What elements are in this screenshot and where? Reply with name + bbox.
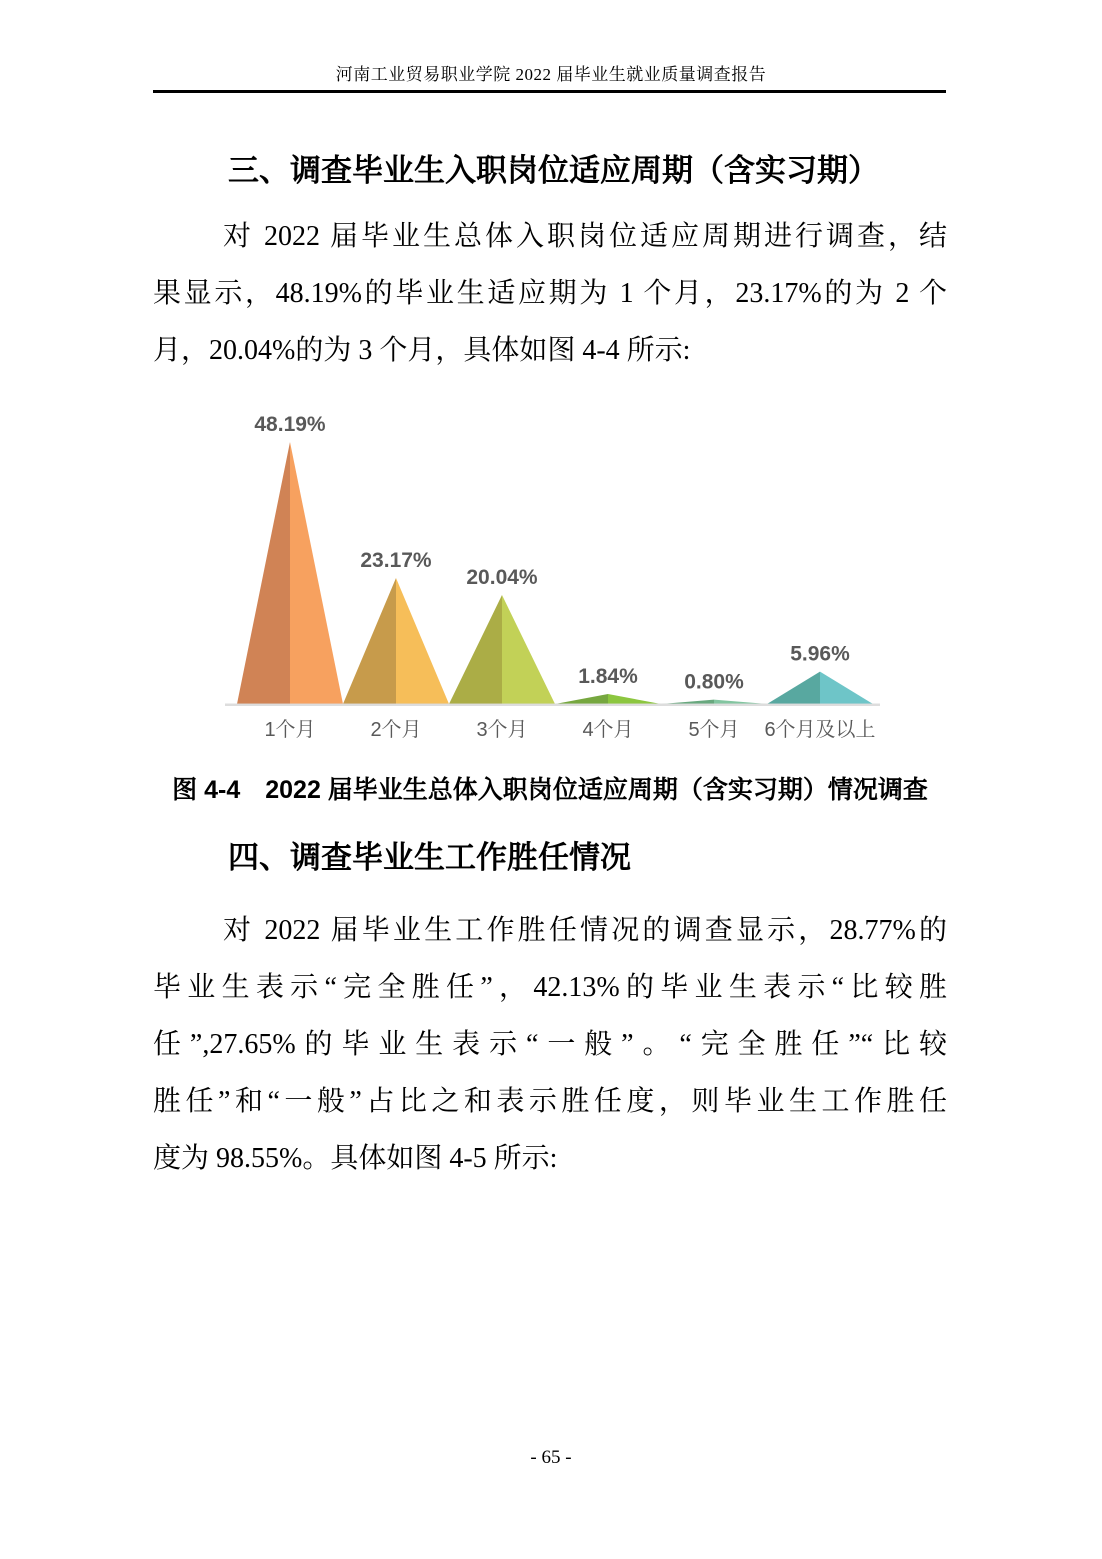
category-label: 3个月	[476, 719, 528, 741]
triangle-face	[290, 442, 343, 704]
triangle-5	[661, 700, 767, 704]
triangle-face	[820, 672, 873, 704]
value-label: 20.04%	[466, 566, 538, 590]
triangle-face	[343, 578, 396, 704]
triangle-face	[767, 672, 820, 704]
section-4-heading: 四、调查毕业生工作胜任情况	[228, 840, 631, 875]
paragraph-2-line-4: 胜任”和“一般”占比之和表示胜任度，则毕业生工作胜任	[153, 1086, 947, 1117]
triangle-face	[714, 700, 767, 704]
chart-baseline	[225, 704, 880, 707]
adaptation-period-triangle-chart	[180, 398, 890, 746]
figure-4-4-caption: 图 4-4 2022 届毕业生总体入职岗位适应周期（含实习期）情况调查	[172, 776, 928, 804]
triangle-2	[343, 578, 449, 704]
category-label: 6个月及以上	[764, 719, 876, 741]
triangle-face	[502, 595, 555, 704]
category-label: 1个月	[264, 719, 316, 741]
triangle-6	[767, 672, 873, 704]
category-label: 2个月	[370, 719, 422, 741]
triangle-1	[237, 442, 343, 704]
category-label: 4个月	[582, 719, 634, 741]
triangle-face	[555, 694, 608, 704]
value-label: 23.17%	[360, 549, 432, 573]
value-label: 5.96%	[790, 642, 850, 666]
value-label: 1.84%	[578, 664, 638, 688]
triangle-face	[608, 694, 661, 704]
triangle-4	[555, 694, 661, 704]
header-divider	[153, 90, 946, 93]
triangle-face	[661, 700, 714, 704]
triangle-chart-svg	[180, 398, 890, 746]
section-3-heading: 三、调查毕业生入职岗位适应周期（含实习期）	[228, 153, 879, 188]
paragraph-2-line-2: 毕业生表示“完全胜任”，42.13%的毕业生表示“比较胜	[153, 972, 947, 1003]
triangle-face	[237, 442, 290, 704]
paragraph-2-line-1: 对 2022 届毕业生工作胜任情况的调查显示，28.77%的	[223, 915, 947, 946]
value-label: 0.80%	[684, 670, 744, 694]
triangle-3	[449, 595, 555, 704]
paragraph-2-line-5: 度为 98.55%。具体如图 4-5 所示:	[153, 1143, 558, 1174]
value-label: 48.19%	[254, 413, 326, 436]
page-header-title: 河南工业贸易职业学院 2022 届毕业生就业质量调查报告	[335, 65, 767, 84]
category-label: 5个月	[688, 719, 740, 741]
paragraph-1-line-1: 对 2022 届毕业生总体入职岗位适应周期进行调查，结	[223, 221, 947, 252]
paragraph-2-line-3: 任”,27.65%的毕业生表示“一般”。“完全胜任”“比较	[153, 1029, 947, 1060]
paragraph-1-line-2: 果显示，48.19%的毕业生适应期为 1 个月，23.17%的为 2 个	[153, 278, 947, 309]
triangle-face	[449, 595, 502, 704]
paragraph-1-line-3: 月，20.04%的为 3 个月，具体如图 4-4 所示:	[153, 335, 691, 366]
page-number: - 65 -	[530, 1447, 572, 1468]
triangle-face	[396, 578, 449, 704]
